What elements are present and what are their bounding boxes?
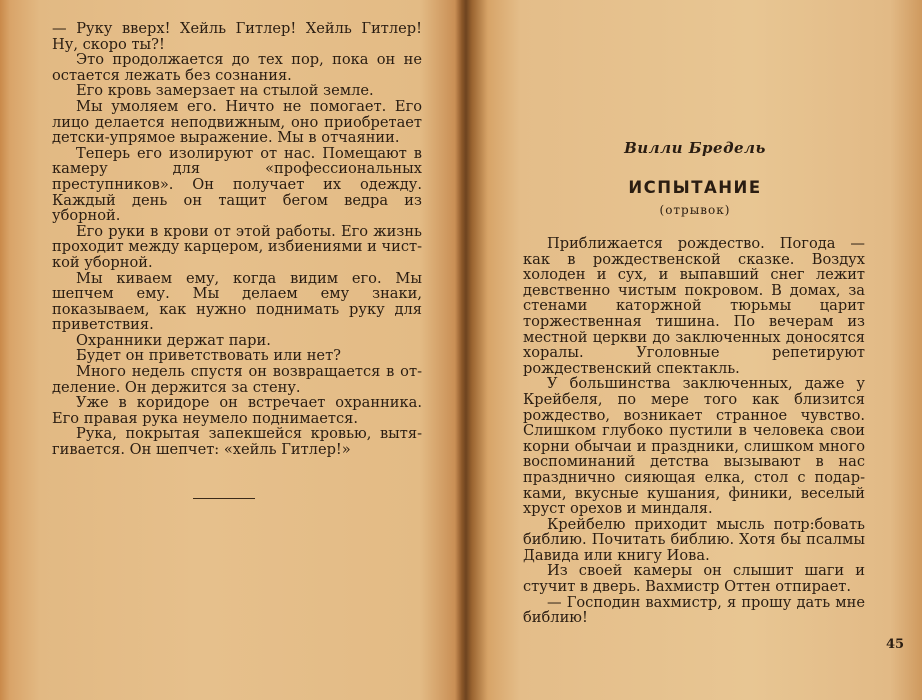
paragraph: Мы киваем ему, когда видим его. Мы шепчем ему. Мы делаем ему знаки, показываем, как нужно поднимать руку для приветствия. (52, 269, 422, 334)
paragraph: — Господин вахмистр, я прошу дать мне библию! (523, 593, 865, 627)
story-subtitle: (отрывок) (659, 203, 731, 217)
paragraph: Его кровь замерзает на стылой земле. (76, 82, 374, 100)
right-page (468, 0, 922, 700)
paragraph: Это продолжается до тех пор, пока он не остается лежать без сознания. (52, 51, 422, 84)
paragraph: Уже в коридоре он встречает охранника. Его правая рука неумело поднимается. (52, 394, 422, 427)
right-page-text (523, 236, 865, 626)
paragraph: Много недель спустя он возвращается в отделение. Он держится за стену. (52, 363, 422, 396)
paragraph: Приближается рождество. Погода — как в рождественской сказке. Воздух холоден и сух, и выпавший снег лежит девственно чистым покровом. В домах, за стенами каторжной тюрьмы царит торжественная тишина. По вечерам из местной церкви до заключенных доносятся хоралы. Уголовные репетируют рождественский спектакль. (523, 235, 865, 377)
paragraph: Из своей камеры он слышит шаги и стучит в дверь. Вахмистр Оттен отпирает. (523, 562, 865, 596)
paragraph: Охранники держат пари. (76, 331, 271, 349)
paragraph: Теперь его изолируют от нас. Помещают в камеру для «профессиональных преступников». Он получает их одежду. Каждый день он тащит бегом ведра из уборной. (52, 144, 422, 225)
section-divider (193, 498, 255, 499)
paragraph: Его руки в крови от этой работы. Его жизнь проходит между карцером, избиениями и чисткой уборной. (52, 222, 423, 271)
page-number: 45 (886, 637, 905, 652)
author-name: Вилли Бредель (624, 139, 766, 157)
paragraph: Рука, покрытая запекшейся кровью, вытягивается. Он шепчет: «хейль Гитлер!» (52, 425, 422, 459)
paragraph: У большинства заключенных, даже у Крейбеля, по мере того как близится рождество, возникает странное чувство. Слишком глубоко пустили в человека свои корни обычаи и праздники, слишком много воспоминаний детства вызывают в нас празднично сияющая елка, стол с подарками, вкусные кушания, финики, веселый хруст орехов и миндаля. (523, 375, 865, 518)
left-page-text (52, 21, 422, 458)
story-title: ИСПЫТАНИЕ (628, 178, 762, 197)
paragraph: Крейбелю приходит мысль потр:бовать библию. Почитать библию. Хотя бы псалмы Давида или книгу Иова. (523, 515, 865, 564)
paragraph: — Руку вверх! Хейль Гитлер! Хейль Гитлер! Ну, скоро ты?! (52, 20, 422, 53)
paragraph: Будет он приветствовать или нет? (76, 347, 341, 365)
paragraph: Мы умоляем его. Ничто не помогает. Его лицо делается неподвижным, оно приобретает детски-упрямое выражение. Мы в отчаянии. (52, 97, 422, 147)
